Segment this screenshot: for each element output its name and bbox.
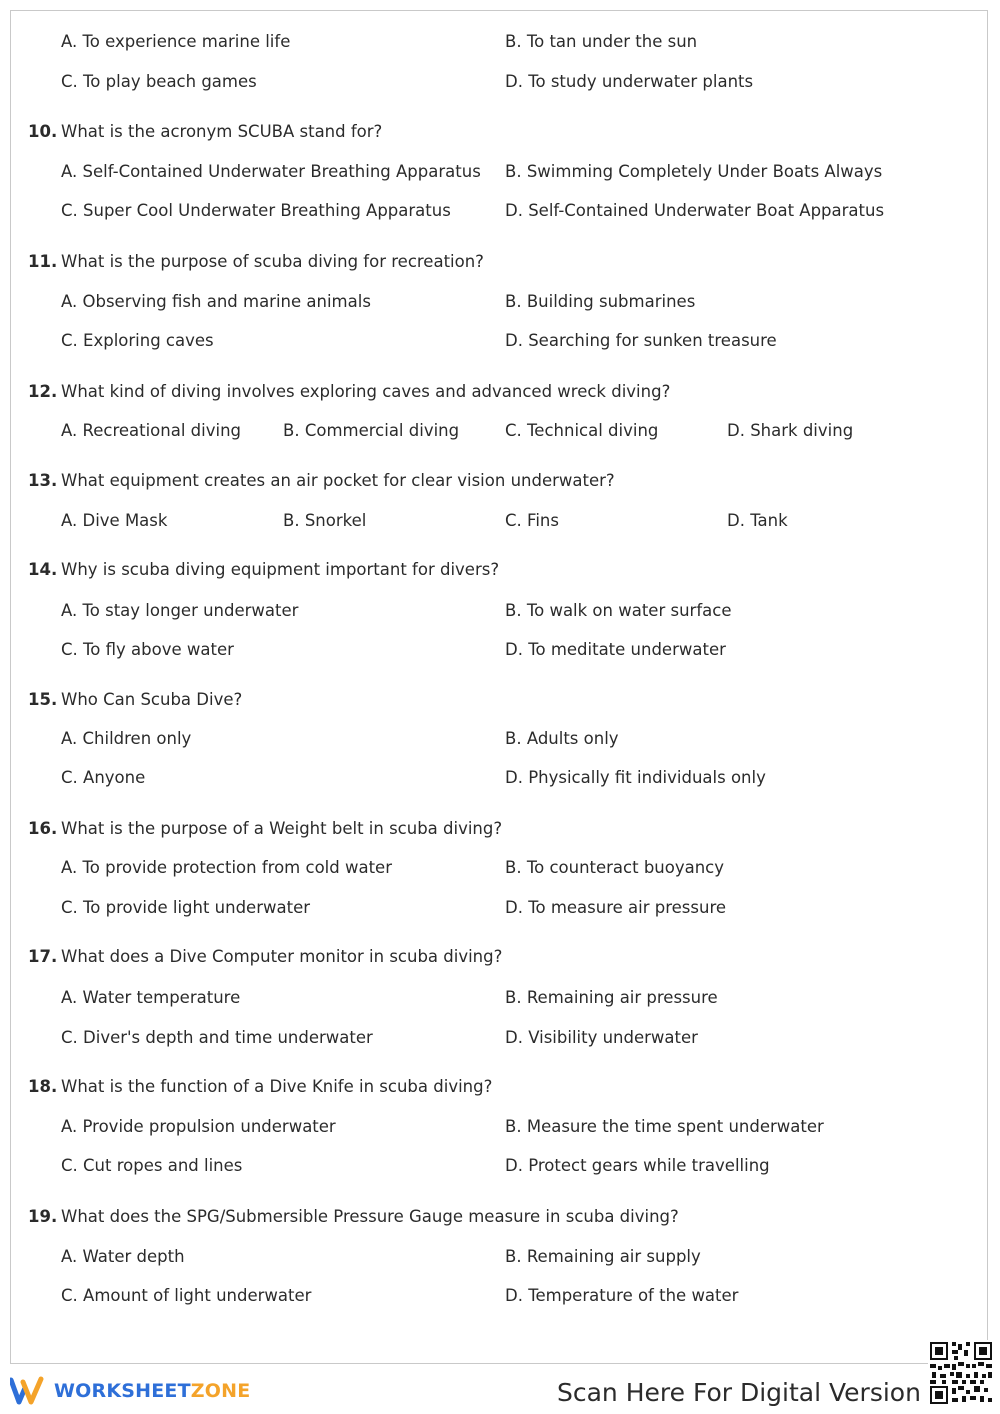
question-11: 11. What is the purpose of scuba diving for recreation? — [28, 252, 484, 271]
option-14d: D. To meditate underwater — [505, 640, 726, 659]
option-19a: A. Water depth — [61, 1247, 185, 1266]
option-12d: D. Shark diving — [727, 421, 854, 440]
worksheetzone-logo[interactable] — [10, 1376, 250, 1406]
option-11a: A. Observing fish and marine animals — [61, 292, 371, 311]
option-9a: A. To experience marine life — [61, 32, 291, 51]
option-10d: D. Self-Contained Underwater Boat Apparatus — [505, 201, 885, 220]
option-13b: B. Snorkel — [283, 511, 367, 530]
question-17: 17. What does a Dive Computer monitor in scuba diving? — [28, 947, 503, 966]
option-14c: C. To fly above water — [61, 640, 234, 659]
option-13c: C. Fins — [505, 511, 559, 530]
w-logo-icon — [10, 1376, 50, 1406]
option-15c: C. Anyone — [61, 768, 146, 787]
option-10b: B. Swimming Completely Under Boats Always — [505, 162, 883, 181]
option-12a: A. Recreational diving — [61, 421, 242, 440]
option-12b: B. Commercial diving — [283, 421, 460, 440]
option-17d: D. Visibility underwater — [505, 1028, 698, 1047]
question-13: 13. What equipment creates an air pocket for clear vision underwater? — [28, 471, 615, 490]
option-9c: C. To play beach games — [61, 72, 257, 91]
brand-name: WORKSHEETZONE — [54, 1380, 251, 1402]
option-19c: C. Amount of light underwater — [61, 1286, 312, 1305]
option-14b: B. To walk on water surface — [505, 601, 732, 620]
qr-code-icon[interactable] — [928, 1340, 994, 1406]
option-10c: C. Super Cool Underwater Breathing Apparatus — [61, 201, 451, 220]
option-18d: D. Protect gears while travelling — [505, 1156, 770, 1175]
option-16b: B. To counteract buoyancy — [505, 858, 725, 877]
option-17b: B. Remaining air pressure — [505, 988, 718, 1007]
option-18c: C. Cut ropes and lines — [61, 1156, 243, 1175]
option-9d: D. To study underwater plants — [505, 72, 754, 91]
option-12c: C. Technical diving — [505, 421, 659, 440]
option-19d: D. Temperature of the water — [505, 1286, 739, 1305]
option-9b: B. To tan under the sun — [505, 32, 698, 51]
option-15b: B. Adults only — [505, 729, 619, 748]
option-13a: A. Dive Mask — [61, 511, 168, 530]
page-footer — [0, 1364, 1000, 1414]
option-17a: A. Water temperature — [61, 988, 241, 1007]
question-18: 18. What is the function of a Dive Knife in scuba diving? — [28, 1077, 493, 1096]
question-10: 10. What is the acronym SCUBA stand for? — [28, 122, 383, 141]
option-15d: D. Physically fit individuals only — [505, 768, 766, 787]
option-19b: B. Remaining air supply — [505, 1247, 701, 1266]
option-16d: D. To measure air pressure — [505, 898, 727, 917]
option-16a: A. To provide protection from cold water — [61, 858, 392, 877]
question-16: 16. What is the purpose of a Weight belt in scuba diving? — [28, 819, 503, 838]
option-14a: A. To stay longer underwater — [61, 601, 299, 620]
worksheet-page — [10, 10, 988, 1364]
option-15a: A. Children only — [61, 729, 192, 748]
option-11d: D. Searching for sunken treasure — [505, 331, 777, 350]
question-19: 19. What does the SPG/Submersible Pressure Gauge measure in scuba diving? — [28, 1207, 679, 1226]
scan-text: Scan Here For Digital Version — [557, 1378, 921, 1407]
option-11c: C. Exploring caves — [61, 331, 214, 350]
option-18b: B. Measure the time spent underwater — [505, 1117, 824, 1136]
option-17c: C. Diver's depth and time underwater — [61, 1028, 373, 1047]
question-14: 14. Why is scuba diving equipment important for divers? — [28, 560, 500, 579]
option-16c: C. To provide light underwater — [61, 898, 311, 917]
question-15: 15. Who Can Scuba Dive? — [28, 690, 243, 709]
option-18a: A. Provide propulsion underwater — [61, 1117, 336, 1136]
option-13d: D. Tank — [727, 511, 788, 530]
option-11b: B. Building submarines — [505, 292, 696, 311]
option-10a: A. Self-Contained Underwater Breathing Apparatus — [61, 162, 481, 181]
question-12: 12. What kind of diving involves exploring caves and advanced wreck diving? — [28, 382, 671, 401]
